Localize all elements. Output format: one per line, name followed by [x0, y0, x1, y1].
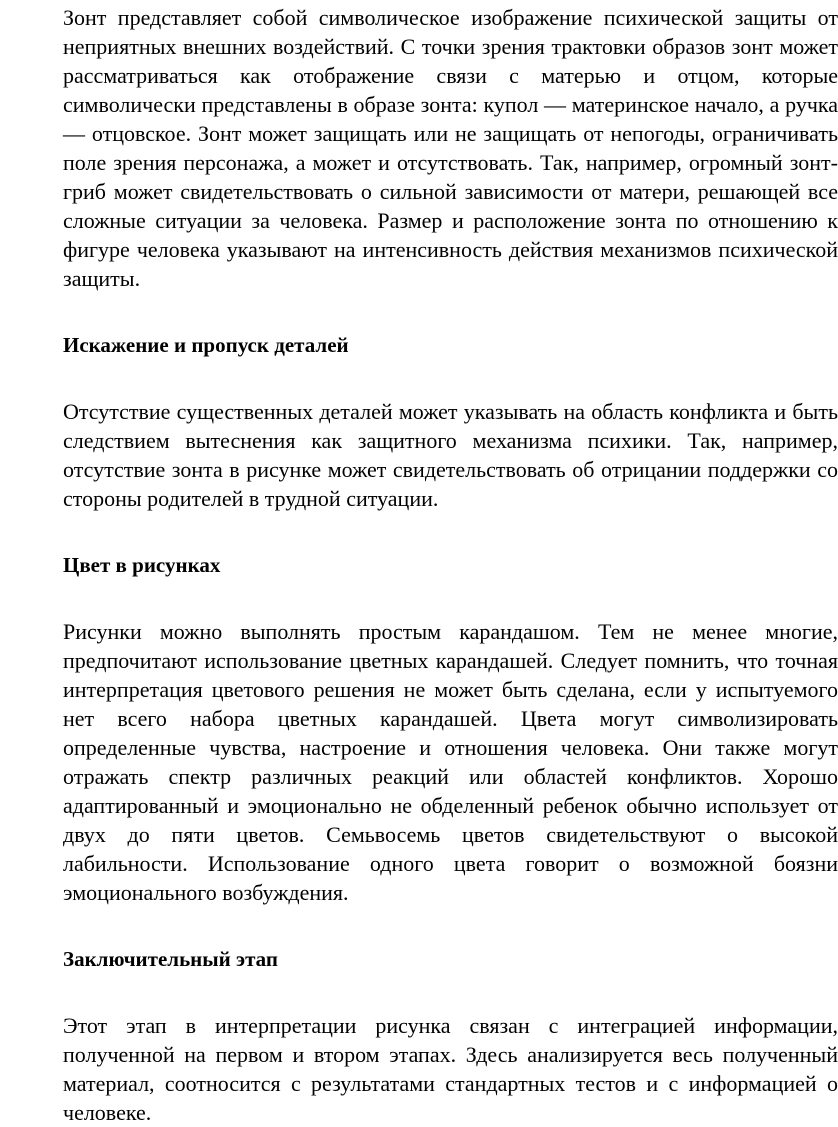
- spacer: [63, 293, 816, 331]
- section-heading-distortion: Искажение и пропуск деталей: [63, 333, 349, 357]
- section-text-color: Рисунки можно выполнять простым карандашом. Тем не менее многие, предпочитают использование цветных карандашей. Следует помнить, что точная интерпретация цветового решения не может быть сделана, если у испытуемого нет всего набора цветных карандашей. Цвета могут символизировать определенные чувства, настроение и отношения человека. Они также могут отражать спектр различных реакций или областей конфликтов. Хорошо адаптированный и эмоционально не обделенный ребенок обычно использует от двух до пяти цветов. Семьвосемь цветов свидетельствуют о высокой лабильности. Использование одного цвета говорит о возможной боязни эмоционального возбуждения.: [63, 619, 838, 905]
- section-heading-final-stage: Заключительный этап: [63, 947, 278, 971]
- section-text-distortion: Отсутствие существенных деталей может указывать на область конфликта и быть следствием вытеснения как защитного механизма психики. Так, например, отсутствие зонта в рисунке может свидетельствовать об отрицании поддержки со стороны родителей в трудной ситуации.: [63, 399, 838, 511]
- spacer: [63, 974, 816, 1011]
- spacer: [63, 360, 816, 397]
- document-page: [63, 0, 838, 1125]
- section-text-final-stage: Этот этап в интерпретации рисунка связан с интеграцией информации, полученной на первом и втором этапах. Здесь анализируется весь полученный материал, соотносится с результатами стандартных тестов и с информацией о человеке.: [63, 1013, 838, 1125]
- intro-paragraph: Зонт представляет собой символическое изображение психической защиты от неприятных внешних воздействий. С точки зрения трактовки образов зонт может рассматриваться как отображение связи с матерью и отцом, которые символически представлены в образе зонта: купол — материнское начало, а ручка — отцовское. Зонт может защищать или не защищать от непогоды, ограничивать поле зрения персонажа, а может и отсутствовать. Так, например, огромный зонт-гриб может свидетельствовать о сильной зависимости от матери, решающей все сложные ситуации за человека. Размер и расположение зонта по отношению к фигуре человека указывают на интенсивность действия механизмов психической защиты.: [63, 5, 838, 291]
- section-heading-color: Цвет в рисунках: [63, 553, 221, 577]
- spacer: [63, 513, 816, 551]
- spacer: [63, 907, 816, 945]
- spacer: [63, 580, 816, 617]
